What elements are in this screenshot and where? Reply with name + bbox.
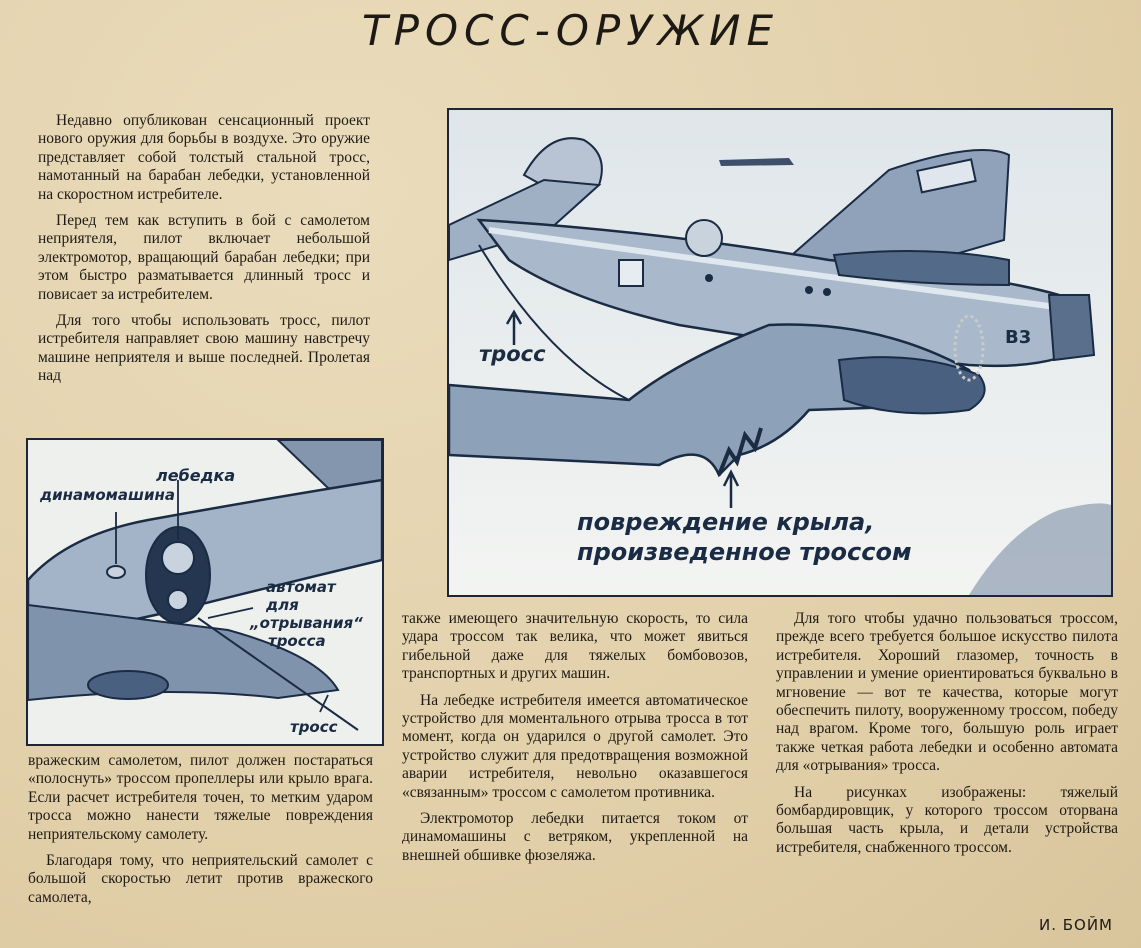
page-title: ТРОСС-ОРУЖИЕ	[361, 6, 780, 55]
label-auto-4: тросса	[268, 632, 326, 650]
column-1-top	[38, 112, 370, 394]
label-winch: лебедка	[156, 466, 236, 485]
label-auto-2: для	[266, 596, 299, 614]
paragraph: Недавно опубликован сенсационный проект нового оружия для борьбы в воздухе. Это оружие представляет собой толстый стальной тросс, намотанный на барабан лебедки, установленной на скоростном истребителе.	[38, 112, 370, 203]
paragraph: вражеским самолетом, пилот должен постараться «полоснуть» троссом пропеллеры или крыло врага. Если расчет истребителя точен, то метким ударом тросса можно нанести тяжелые повреждения неприятельскому самолету.	[28, 752, 373, 843]
paragraph: Для того чтобы использовать тросс, пилот истребителя направляет свою машину навстречу машине неприятеля и выше последней. Пролетая над	[38, 312, 370, 385]
paragraph: Перед тем как вступить в бой с самолетом неприятеля, пилот включает небольшой электромотор, вращающий барабан лебедки; при этом быстро разматывается длинный тросс и повисает за истребителем.	[38, 212, 370, 303]
label-cable-small: тросс	[290, 718, 338, 736]
label-cable: тросс	[479, 342, 546, 366]
column-2	[402, 610, 748, 873]
paragraph: На лебедке истребителя имеется автоматическое устройство для моментального отрыва тросса в тот момент, когда он ударился о другой самолет. Это устройство служит для предотвращения возможной аварии истребителя, невольно оказавшегося «связанным» троссом с самолетом противника.	[402, 691, 748, 801]
column-1-bottom	[28, 752, 373, 915]
label-auto-1: автомат	[266, 578, 336, 596]
label-wing-damage-2: произведенное троссом	[577, 538, 912, 566]
paragraph: также имеющего значительную скорость, то сила удара троссом так велика, что может явиться гибельной даже для тяжелых бомбовозов, транспортных и других машин.	[402, 610, 748, 683]
plane-code: B3	[1005, 327, 1032, 348]
fighter-detail-illustration	[26, 438, 384, 746]
label-auto-3: „отрывания“	[250, 614, 363, 632]
paragraph: Электромотор лебедки питается током от динамомашины с ветряком, укрепленной на внешней обшивке фюзеляжа.	[402, 810, 748, 864]
paragraph: Благодаря тому, что неприятельский самолет с большой скоростью летит против вражеского самолета,	[28, 852, 373, 906]
paragraph: Для того чтобы удачно пользоваться троссом, прежде всего требуется большое искусство пилота истребителя. Хороший глазомер, точность в управлении и умение ориентироваться буквально в мгновение — вот те качества, которые могут обеспечить пилоту, вооруженному троссом, победу над врагом. Кроме того, большую роль играет также четкая работа лебедки и особенно автомата для «отрывания» тросса.	[776, 610, 1118, 775]
paragraph: На рисунках изображены: тяжелый бомбардировщик, у которого троссом оторвана большая часть крыла, и детали устройства истребителя, снабженного троссом.	[776, 783, 1118, 856]
author-signature: И. БОЙМ	[1038, 916, 1113, 934]
bomber-illustration	[447, 108, 1113, 597]
label-wing-damage-1: повреждение крыла,	[577, 508, 875, 536]
column-3	[776, 610, 1118, 865]
label-dynamo: динамомашина	[40, 486, 175, 504]
